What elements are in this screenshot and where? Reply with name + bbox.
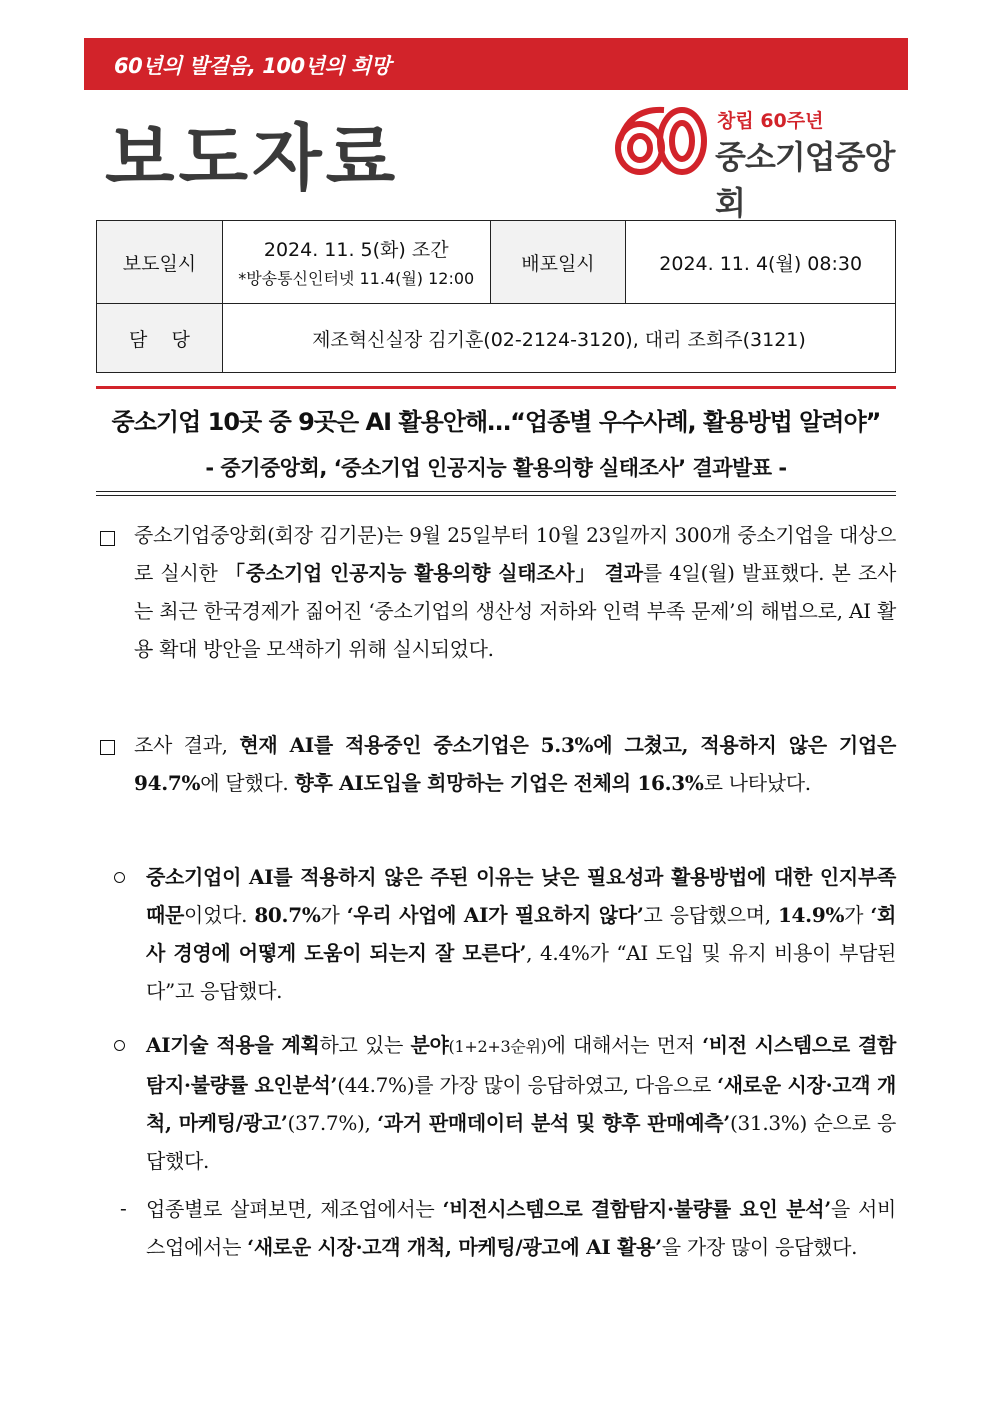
p4-text-g: (44.7%)를 가장 많이 응답하였고, 다음으로 [337,1073,718,1097]
banner-slogan: 60년의 발걸음, 100년의 희망 [114,54,391,78]
p2-text-a: 조사 결과, [134,733,240,757]
p3-text-a: 중소기업이 AI를 적용하지 않은 주된 이유는 낮은 필요성과 활용방법에 대한 인지부족 때문 [146,865,896,927]
logo-60-mark [612,104,712,178]
p3-text-g: 14.9% [777,903,845,927]
p5-text-e: 을 가장 많이 응답했다. [661,1235,858,1259]
p3-text-i: ‘회사 경영에 어떻게 도움이 되는지 잘 모른다’ [146,903,896,965]
distribution-date-value: 2024. 11. 4(월) 08:30 [626,221,896,304]
p2-text-b: 현재 AI를 적용중인 중소기업은 5.3%에 그쳤고, 적용하지 않은 기업은 94.7% [134,733,896,795]
p4-text-f: ‘비전 시스템으로 결함탐지·불량률 요인분석’ [146,1033,896,1097]
p3-text-b: 이었다. [184,903,255,927]
p1-text-c: 를 4일(월) 발표했다. 본 조사는 최근 한국경제가 짊어진 ‘중소기업의 생산성 저하와 인력 부족 문제’의 해법으로, AI 활용 확대 방안을 모색하기 위해 실시되었다. [134,561,896,661]
doc-title: 보도자료 [105,116,400,200]
p4-text-h: ‘새로운 시장·고객 개척, 마케팅/광고’ [146,1073,897,1135]
p1-text-a: 중소기업중앙회(회장 김기문)는 9월 25일부터 10월 23일까지 300개 중소기업을 대상으로 실시한 [134,523,896,585]
paragraph-5 [146,1190,896,1266]
top-banner [84,38,908,90]
org-logo [612,104,908,222]
p5-text-a: 업종별로 살펴보면, 제조업에서는 [146,1197,443,1221]
p3-text-e: ‘우리 사업에 AI가 필요하지 않다’ [346,903,644,927]
logo-org-name: 중소기업중앙회 [715,138,895,222]
p4-text-a: AI기술 적용을 계획 [146,1033,320,1057]
p4-text-e: 에 대해서는 먼저 [546,1033,703,1057]
logo-subtitle: 창립 60주년 [717,110,824,132]
p5-text-d: ‘새로운 시장·고객 개척, 마케팅/광고에 AI 활용’ [247,1235,662,1259]
p5-text-b: ‘비전시스템으로 결함탐지·불량률 요인 분석’ [442,1197,831,1221]
circle-bullet [114,872,125,883]
double-divider [96,491,896,496]
p3-text-c: 80.7% [254,903,321,927]
p4-text-j: ‘과거 판매데이터 분석 및 향후 판매예측’ [377,1111,730,1135]
p4-text-i: (37.7%), [287,1111,378,1135]
release-info-table [96,220,896,373]
contact-label: 담 당 [97,304,223,373]
release-date-value: 2024. 11. 5(화) 조간 [263,239,449,261]
p1-text-b: 「중소기업 인공지능 활용의향 실태조사」 결과 [224,561,643,585]
square-bullet [100,740,115,755]
p2-text-c: 에 달했다. [200,771,295,795]
p4-text-c: 분야 [410,1033,449,1057]
p2-text-d: 향후 AI도입을 희망하는 기업은 전체의 16.3% [294,771,704,795]
distribution-date-label: 배포일시 [490,221,626,304]
p2-text-e: 로 나타났다. [703,771,811,795]
paragraph-1 [134,516,896,668]
paragraph-4 [146,1026,896,1180]
square-bullet [100,531,115,546]
paragraph-2 [134,726,896,802]
p4-text-k: (31.3%) 순으로 응답했다. [146,1111,896,1173]
p3-text-j: , 4.4%가 “AI 도입 및 유지 비용이 부담된다”고 응답했다. [146,941,896,1003]
release-date-cell [222,221,490,304]
p3-text-d: 가 [320,903,347,927]
release-date-note: *방송통신인터넷 11.4(월) 12:00 [238,269,475,288]
circle-bullet [114,1040,125,1051]
paragraph-3 [146,858,896,1010]
release-date-label: 보도일시 [97,221,223,304]
headline: 중소기업 10곳 중 9곳은 AI 활용안해…“업종별 우수사례, 활용방법 알려야” [111,408,881,436]
p5-text-c: 을 서비스업에서는 [146,1197,897,1259]
p3-text-h: 가 [844,903,871,927]
red-divider [96,386,896,389]
subheadline: - 중기중앙회, ‘중소기업 인공지능 활용의향 실태조사’ 결과발표 - [205,456,787,480]
p3-text-f: 고 응답했으며, [643,903,778,927]
contact-value: 제조혁신실장 김기훈(02-2124-3120), 대리 조희주(3121) [222,304,895,373]
dash-bullet: - [120,1196,127,1220]
p4-text-d: (1+2+3순위) [448,1037,547,1056]
p4-text-b: 하고 있는 [319,1033,411,1057]
